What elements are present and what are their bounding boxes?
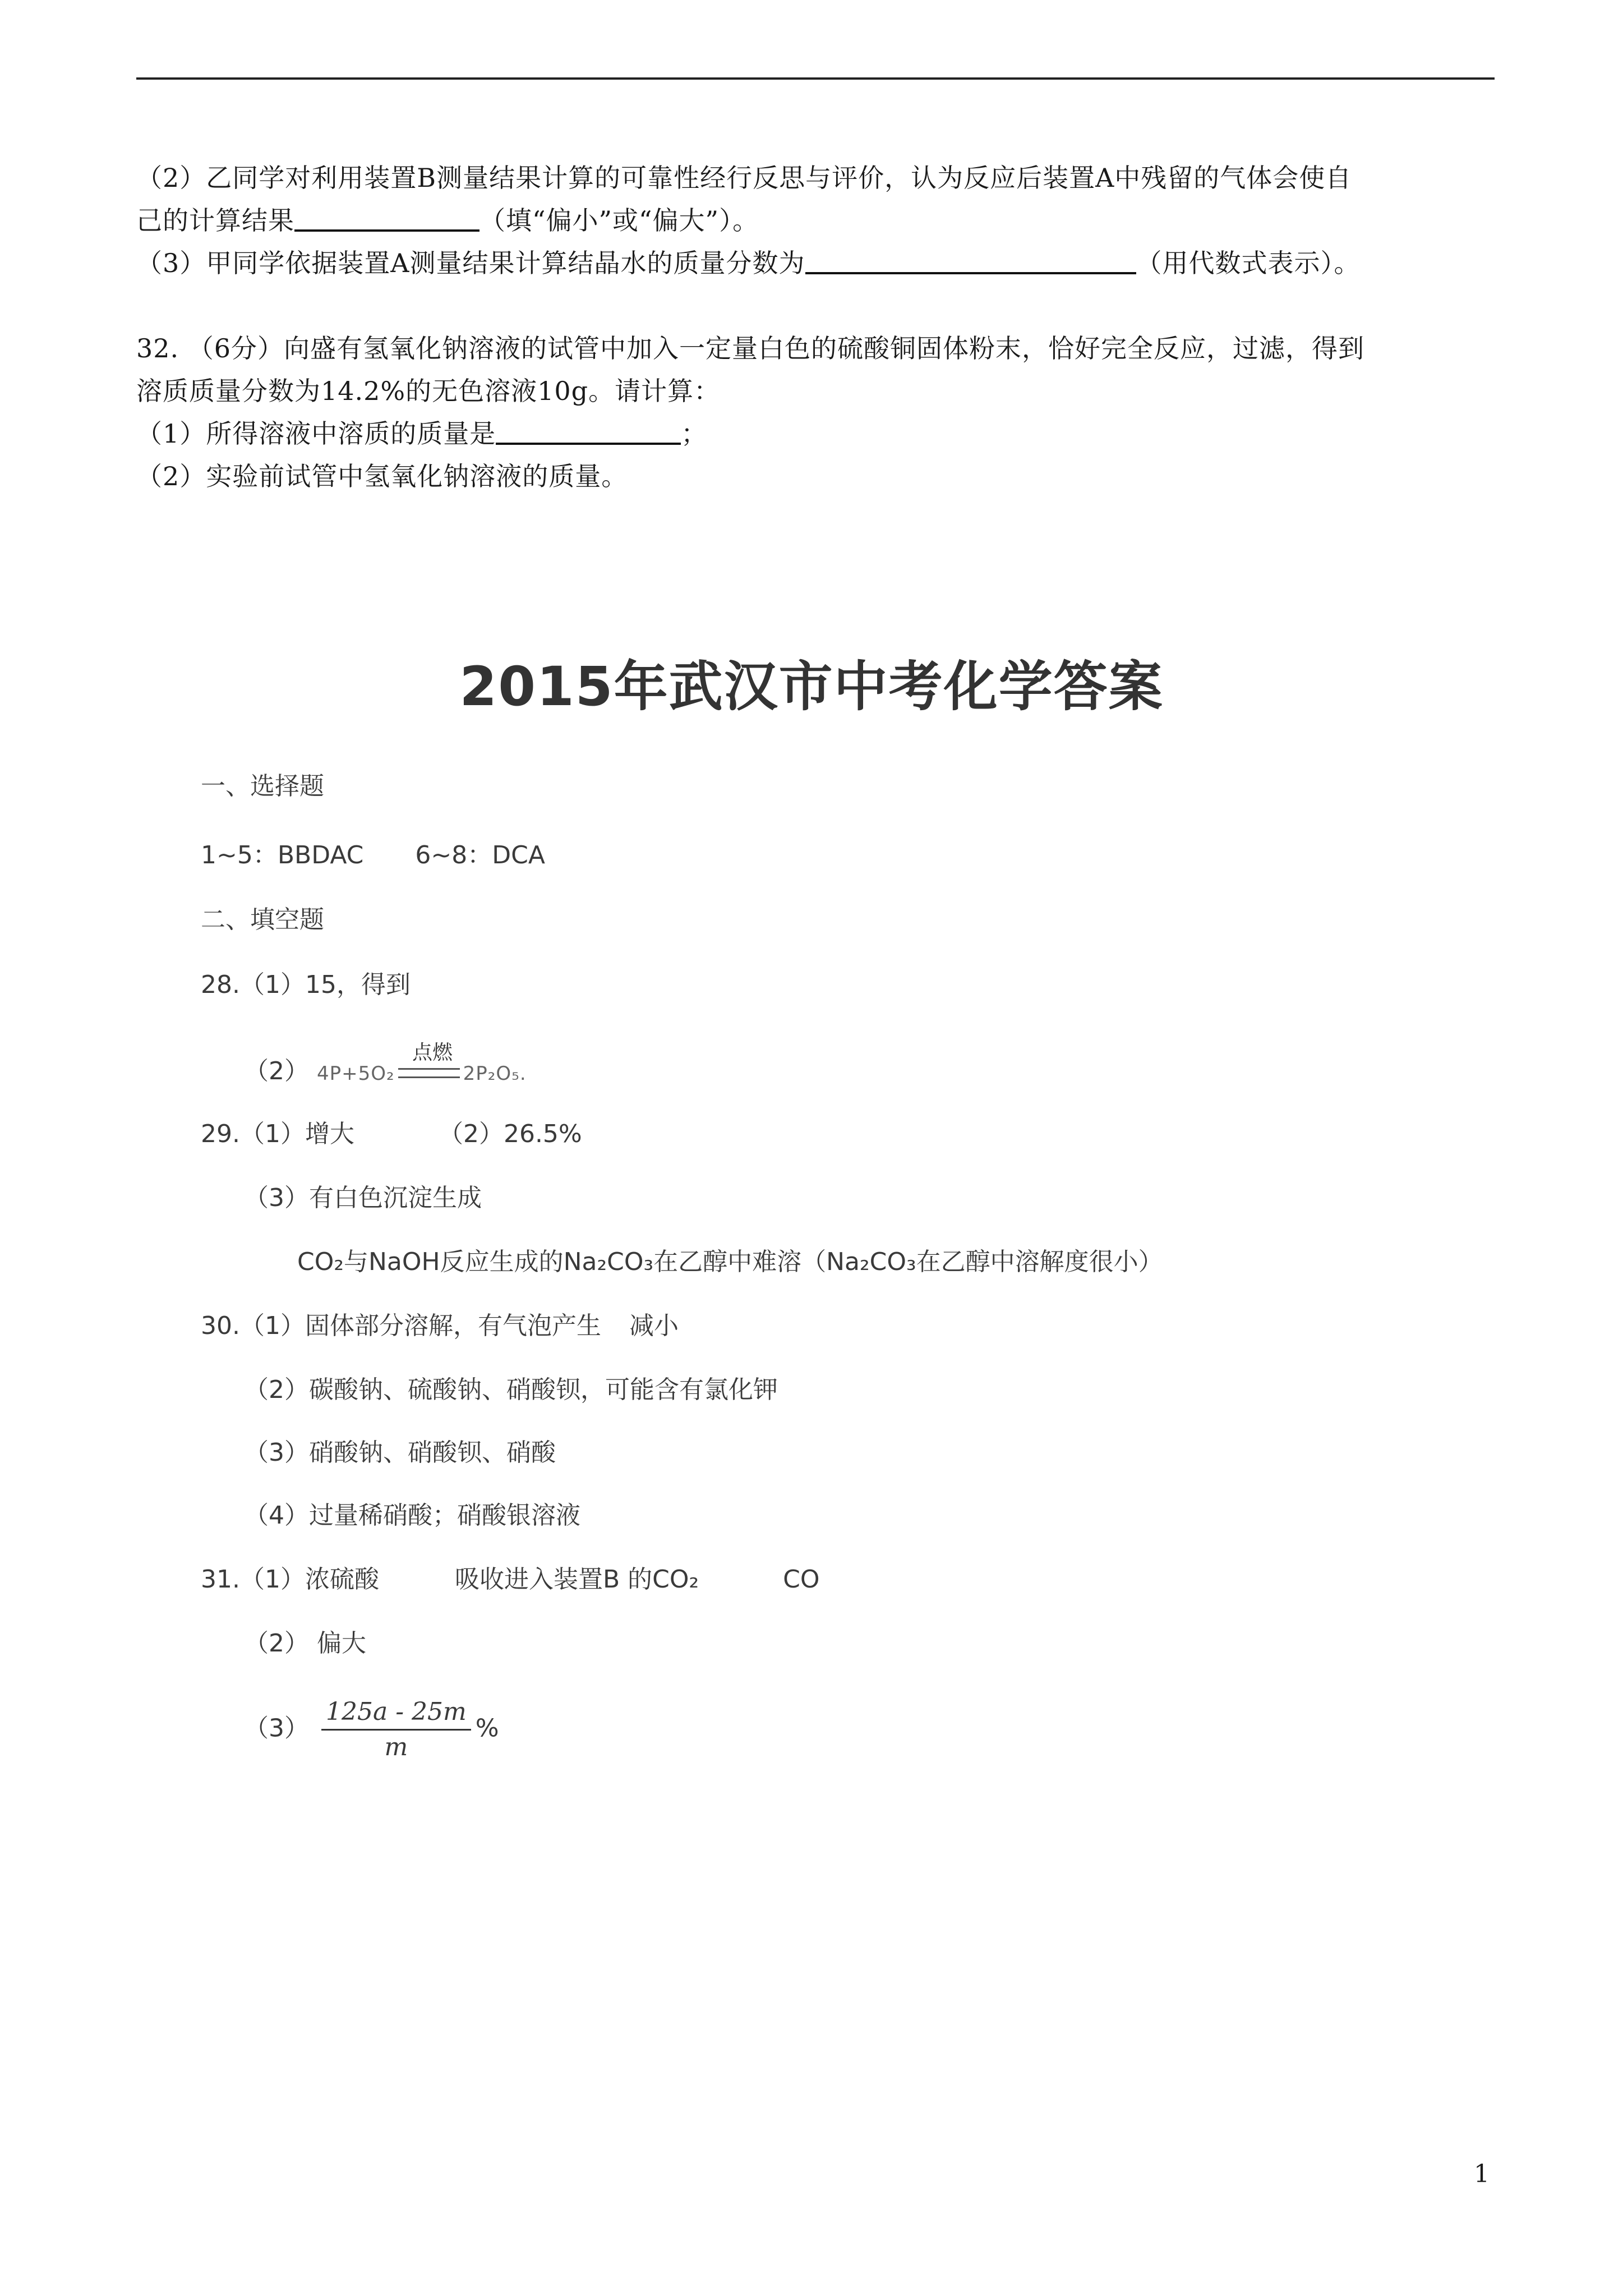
- answer-30-3: （3）硝酸钠、硝酸钡、硝酸: [244, 1438, 556, 1467]
- answer-key-title: 2015年武汉市中考化学答案: [459, 655, 1164, 718]
- question-text: （填“偏小”或“偏大”）。: [479, 205, 759, 236]
- answer-28-1: 28.（1）15，得到: [201, 970, 411, 999]
- reaction-condition: 点燃: [412, 1041, 453, 1064]
- answer-30-1-change: 减小: [629, 1312, 679, 1340]
- answer-blank[interactable]: [294, 204, 479, 232]
- question-text: 溶质质量分数为14.2%的无色溶液10g。请计算：: [136, 376, 721, 406]
- percent-sign: %: [475, 1714, 499, 1743]
- question-text: （2）乙同学对利用装置B测量结果计算的可靠性经行反思与评价，认为反应后装置A中残留的气体会使自: [136, 163, 1352, 193]
- equation-products: 2P₂O₅.: [463, 1062, 527, 1085]
- question-text: （2）实验前试管中氢氧化钠溶液的质量。: [136, 461, 628, 491]
- choice-answers-6-8: 6~8：DCA: [415, 841, 545, 869]
- header-rule: [136, 77, 1495, 80]
- answer-31-1: [201, 1563, 820, 1596]
- answer-31-2: （2） 偏大: [244, 1629, 366, 1658]
- answer-31-1-gas: CO: [783, 1565, 820, 1594]
- equation-reactants: 4P+5O₂: [317, 1062, 395, 1085]
- fraction-formula: [321, 1695, 471, 1764]
- section-fill-heading: 二、填空题: [201, 905, 324, 934]
- answer-30-1: [201, 1309, 679, 1343]
- answer-29-1: 29.（1）增大: [201, 1120, 354, 1148]
- answer-29-3-explanation: CO₂与NaOH反应生成的Na₂CO₃在乙醇中难溶（Na₂CO₃在乙醇中溶解度很小）: [297, 1248, 1163, 1276]
- answer-label: （3）: [244, 1714, 309, 1743]
- question-31-2-line1: [136, 160, 1352, 195]
- question-31-2-line2: [136, 203, 759, 238]
- answer-28-2: [244, 1041, 527, 1091]
- question-32-2: [136, 459, 628, 494]
- question-32-1: [136, 416, 707, 451]
- question-text: 己的计算结果: [136, 205, 294, 236]
- question-text: （用代数式表示）。: [1136, 248, 1361, 278]
- answer-31-1-purpose: 吸收进入装置B 的CO₂: [454, 1565, 699, 1594]
- answer-30-2: （2）碳酸钠、硫酸钠、硝酸钡，可能含有氯化钾: [244, 1375, 778, 1404]
- question-text: （3）甲同学依据装置A测量结果计算结晶水的质量分数为: [136, 248, 805, 278]
- answer-30-1-text: 30.（1）固体部分溶解，有气泡产生: [201, 1312, 601, 1340]
- fraction-denominator: m: [384, 1733, 408, 1761]
- answer-30-4: （4）过量稀硝酸；硝酸银溶液: [244, 1501, 580, 1530]
- question-text: ；: [681, 418, 708, 449]
- answer-29-2: （2）26.5%: [438, 1120, 582, 1148]
- question-32-line1: [136, 331, 1364, 366]
- section-choice-heading: 一、选择题: [201, 772, 324, 800]
- choice-answers-1-5: 1~5：BBDAC: [201, 841, 364, 869]
- question-text: （1）所得溶液中溶质的质量是: [136, 418, 496, 449]
- answer-29-3: （3）有白色沉淀生成: [244, 1184, 482, 1212]
- page-number: 1: [1474, 2160, 1490, 2188]
- answer-29-1-2: [201, 1117, 582, 1151]
- question-31-3: [136, 246, 1361, 280]
- question-32-line2: [136, 374, 720, 408]
- answer-label: （2）: [244, 1057, 309, 1085]
- fraction-numerator: 125a - 25m: [321, 1695, 471, 1731]
- answer-31-3: [244, 1695, 499, 1764]
- answer-blank[interactable]: [805, 246, 1136, 274]
- answer-blank[interactable]: [496, 417, 681, 445]
- choice-answers: [201, 839, 545, 872]
- combustion-equation: [317, 1041, 527, 1091]
- question-text: 32. （6分）向盛有氢氧化钠溶液的试管中加入一定量白色的硫酸铜固体粉末，恰好完全反应，过滤，得到: [136, 333, 1365, 364]
- answer-31-1-reagent: 31.（1）浓硫酸: [201, 1565, 379, 1594]
